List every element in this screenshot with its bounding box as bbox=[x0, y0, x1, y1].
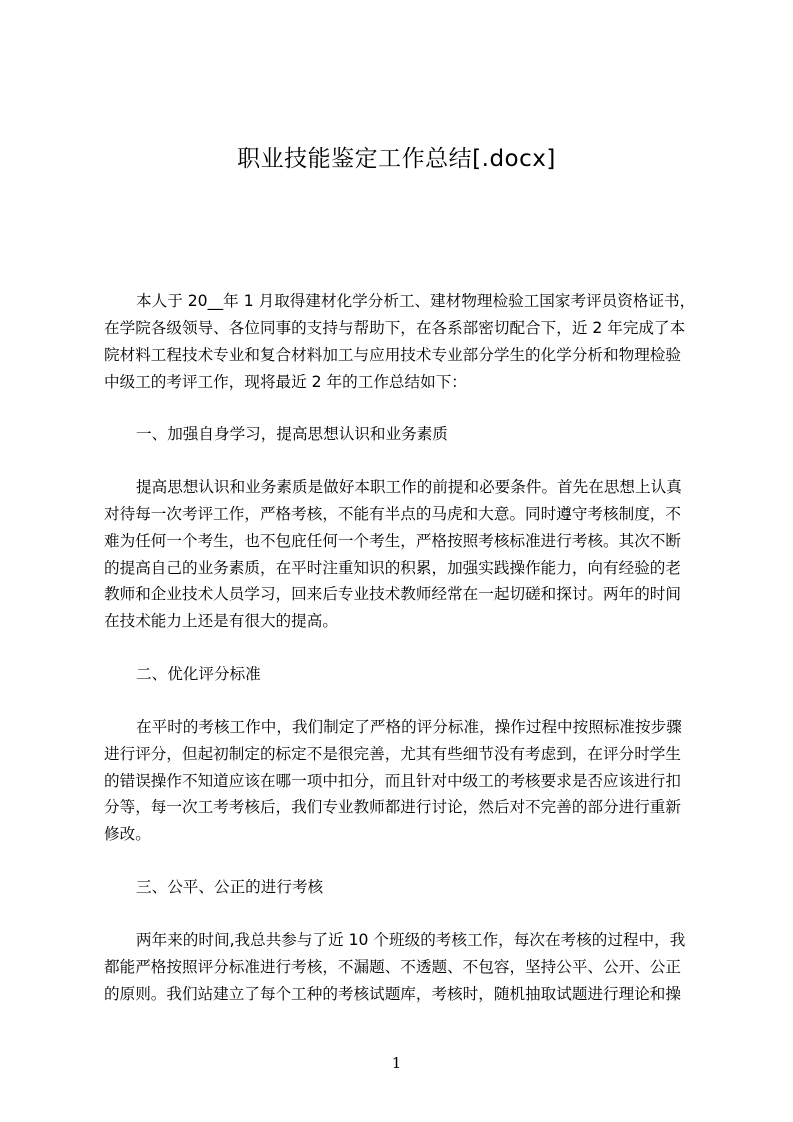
page-number: 1 bbox=[391, 1054, 402, 1072]
section-heading: 二、优化评分标准 bbox=[136, 665, 261, 683]
paragraph-line: 两年来的时间,我总共参与了近 10 个班级的考核工作，每次在考核的过程中，我 bbox=[136, 931, 686, 949]
paragraph-line: 都能严格按照评分标准进行考核，不漏题、不透题、不包容，坚持公平、公开、公正 bbox=[104, 958, 681, 976]
paragraph-line: 在技术能力上还是有很大的提高。 bbox=[104, 612, 338, 630]
paragraph-line: 进行评分，但起初制定的标定不是很完善，尤其有些细节没有考虑到，在评分时学生 bbox=[104, 745, 681, 763]
section-heading: 一、加强自身学习，提高思想认识和业务素质 bbox=[136, 425, 448, 443]
paragraph-line: 的原则。我们站建立了每个工种的考核试题库，考核时，随机抽取试题进行理论和操 bbox=[104, 985, 681, 1003]
paragraph-line: 院材料工程技术专业和复合材料加工与应用技术专业部分学生的化学分析和物理检验 bbox=[104, 346, 681, 364]
paragraph-line: 在平时的考核工作中，我们制定了严格的评分标准，操作过程中按照标准按步骤 bbox=[136, 718, 682, 736]
section-heading: 三、公平、公正的进行考核 bbox=[136, 878, 324, 896]
paragraph-line: 教师和企业技术人员学习，回来后专业技术教师经常在一起切磋和探讨。两年的时间 bbox=[104, 585, 681, 603]
paragraph-line: 本人于 20__年 1 月取得建材化学分析工、建材物理检验工国家考评员资格证书， bbox=[136, 292, 696, 310]
paragraph-line: 提高思想认识和业务素质是做好本职工作的前提和必要条件。首先在思想上认真 bbox=[136, 478, 682, 496]
paragraph-line: 修改。 bbox=[104, 825, 151, 843]
paragraph-line: 分等，每一次工考考核后，我们专业教师都进行讨论，然后对不完善的部分进行重新 bbox=[104, 798, 681, 816]
paragraph-line: 难为任何一个考生，也不包庇任何一个考生，严格按照考核标准进行考核。其次不断 bbox=[104, 532, 681, 550]
paragraph-line: 的错误操作不知道应该在哪一项中扣分，而且针对中级工的考核要求是否应该进行扣 bbox=[104, 772, 681, 790]
paragraph-line: 在学院各级领导、各位同事的支持与帮助下，在各系部密切配合下，近 2 年完成了本 bbox=[104, 319, 686, 337]
paragraph-line: 对待每一次考评工作，严格考核，不能有半点的马虎和大意。同时遵守考核制度，不 bbox=[104, 505, 681, 523]
document-title: 职业技能鉴定工作总结[.docx] bbox=[237, 146, 556, 172]
paragraph-line: 中级工的考评工作，现将最近 2 年的工作总结如下： bbox=[104, 373, 467, 391]
paragraph-line: 的提高自己的业务素质，在平时注重知识的积累，加强实践操作能力，向有经验的老 bbox=[104, 559, 681, 577]
